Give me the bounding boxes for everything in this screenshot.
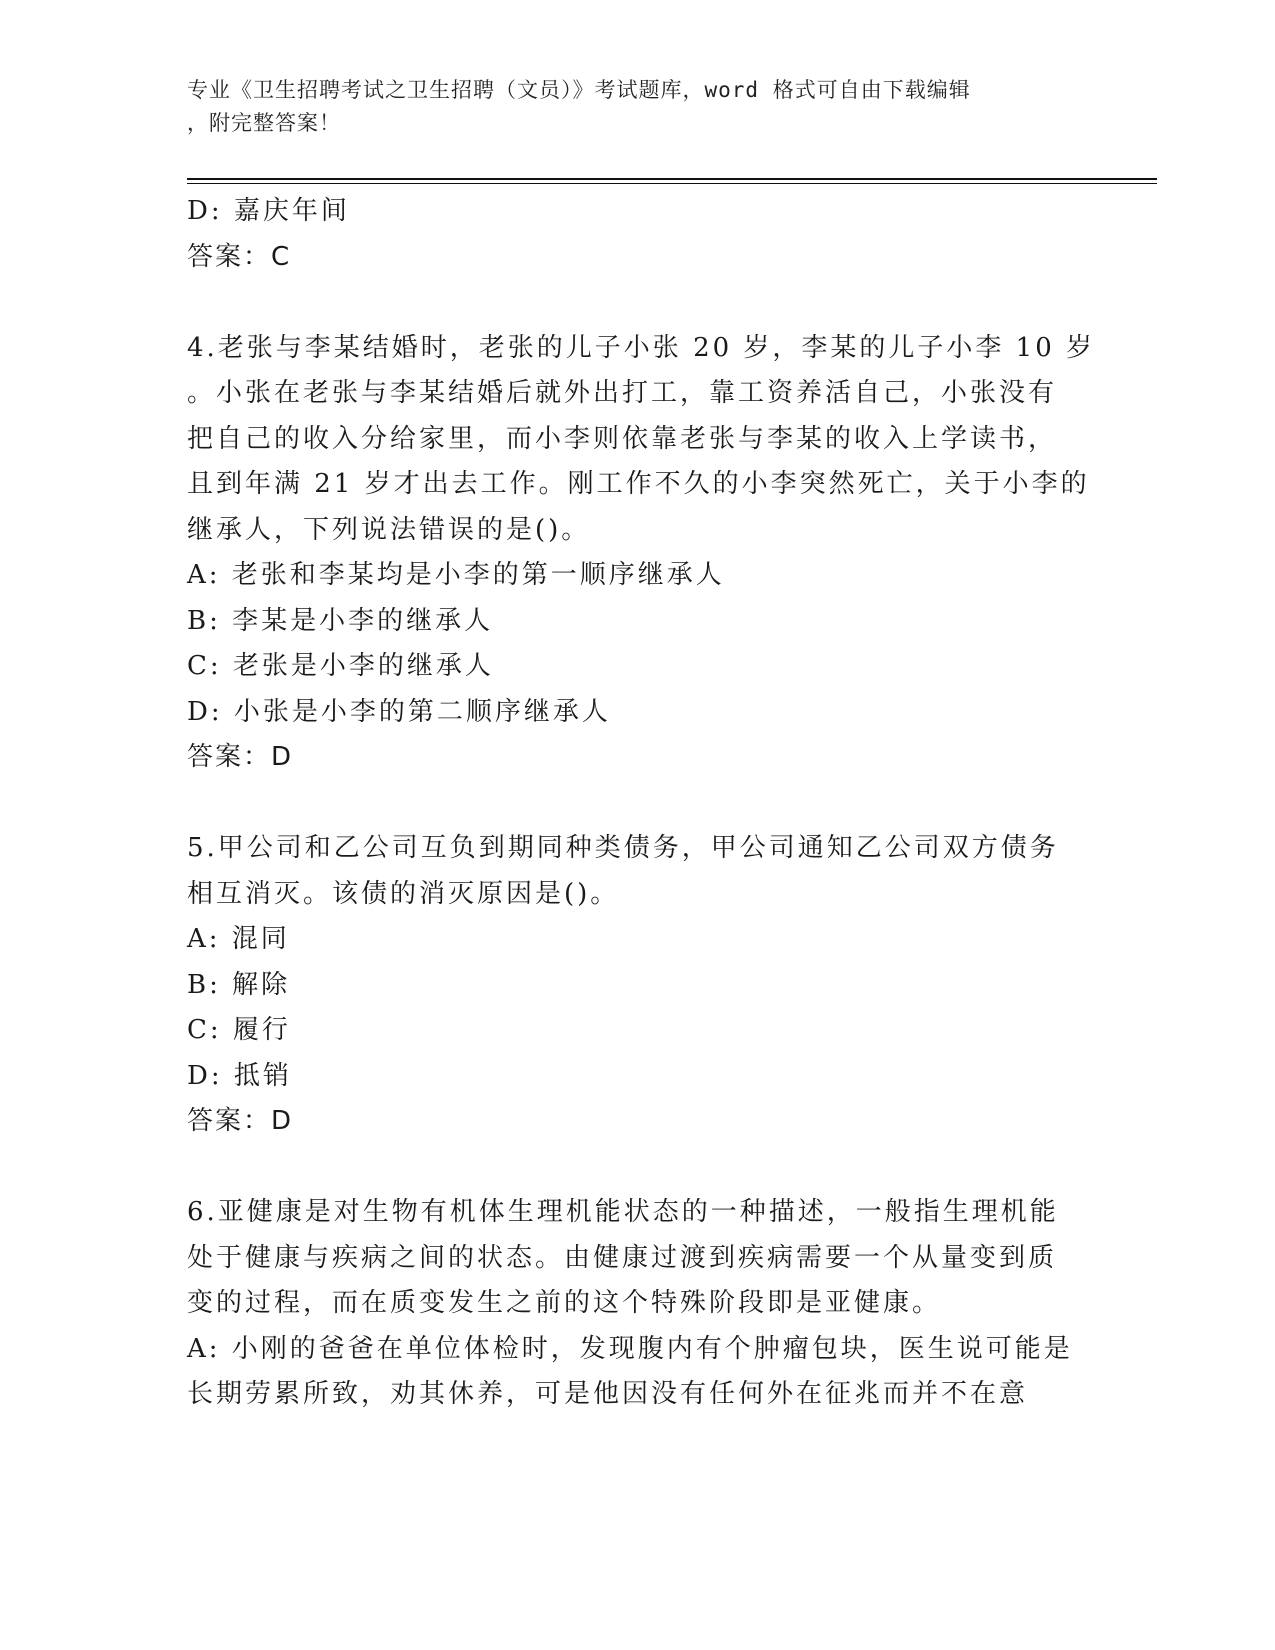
q5-stem-line: 相互消灭。该债的消灭原因是()。	[187, 878, 620, 909]
q4-option-a: A: 老张和李某均是小李的第一顺序继承人	[187, 560, 725, 590]
q5-stem-line: 5.甲公司和乙公司互负到期同种类债务，甲公司通知乙公司双方债务	[187, 833, 1059, 863]
q4-stem-line: 继承人，下列说法错误的是()。	[187, 514, 591, 545]
header-line-1: 专业《卫生招聘考试之卫生招聘（文员）》考试题库，word 格式可自由下载编辑	[187, 78, 971, 102]
q4-stem-line: 且到年满 21 岁才出去工作。刚工作不久的小李突然死亡，关于小李的	[187, 469, 1090, 499]
q5-option-a: A: 混同	[187, 924, 290, 954]
header-divider-thick	[187, 178, 1157, 180]
q5-answer: 答案：D	[187, 1106, 294, 1136]
q5-option-d: D: 抵销	[187, 1060, 292, 1091]
question-5	[187, 826, 1087, 1145]
document-body	[187, 189, 1096, 1418]
q5-option-b: B: 解除	[187, 969, 291, 1000]
q6-stem-line: 处于健康与疾病之间的状态。由健康过渡到疾病需要一个从量变到质	[187, 1242, 1058, 1273]
q4-stem-line: 。小张在老张与李某结婚后就外出打工，靠工资养活自己，小张没有	[187, 378, 1058, 408]
q3-answer: 答案：C	[187, 241, 292, 272]
q4-answer: 答案：D	[187, 742, 294, 772]
spacer	[187, 781, 1087, 827]
q5-option-c: C: 履行	[187, 1015, 291, 1045]
q4-option-d: D: 小张是小李的第二顺序继承人	[187, 696, 611, 727]
q4-stem-line: 把自己的收入分给家里，而小李则依靠老张与李某的收入上学读书，	[187, 423, 1058, 454]
q4-option-c: C: 老张是小李的继承人	[187, 651, 494, 681]
q4-option-b: B: 李某是小李的继承人	[187, 605, 494, 636]
q3-option-d: D: 嘉庆年间	[187, 196, 350, 226]
question-4	[187, 326, 1096, 781]
question-3-tail	[187, 189, 1087, 280]
spacer	[187, 1145, 1087, 1191]
q4-stem-line: 4.老张与李某结婚时，老张的儿子小张 20 岁，李某的儿子小李 10 岁	[187, 332, 1096, 363]
header-line-2: ，附完整答案！	[187, 111, 341, 135]
q6-option-a: A: 小刚的爸爸在单位体检时，发现腹内有个肿瘤包块，医生说可能是	[187, 1333, 1073, 1364]
spacer	[187, 280, 1087, 326]
document-header	[187, 74, 1087, 140]
q6-stem-line: 变的过程，而在质变发生之前的这个特殊阶段即是亚健康。	[187, 1288, 942, 1318]
q6-stem-line: 6.亚健康是对生物有机体生理机能状态的一种描述，一般指生理机能	[187, 1197, 1059, 1227]
q6-option-a-continued: 长期劳累所致，劝其休养，可是他因没有任何外在征兆而并不在意	[187, 1379, 1029, 1409]
question-6	[187, 1190, 1087, 1418]
header-divider-thin	[187, 183, 1157, 184]
